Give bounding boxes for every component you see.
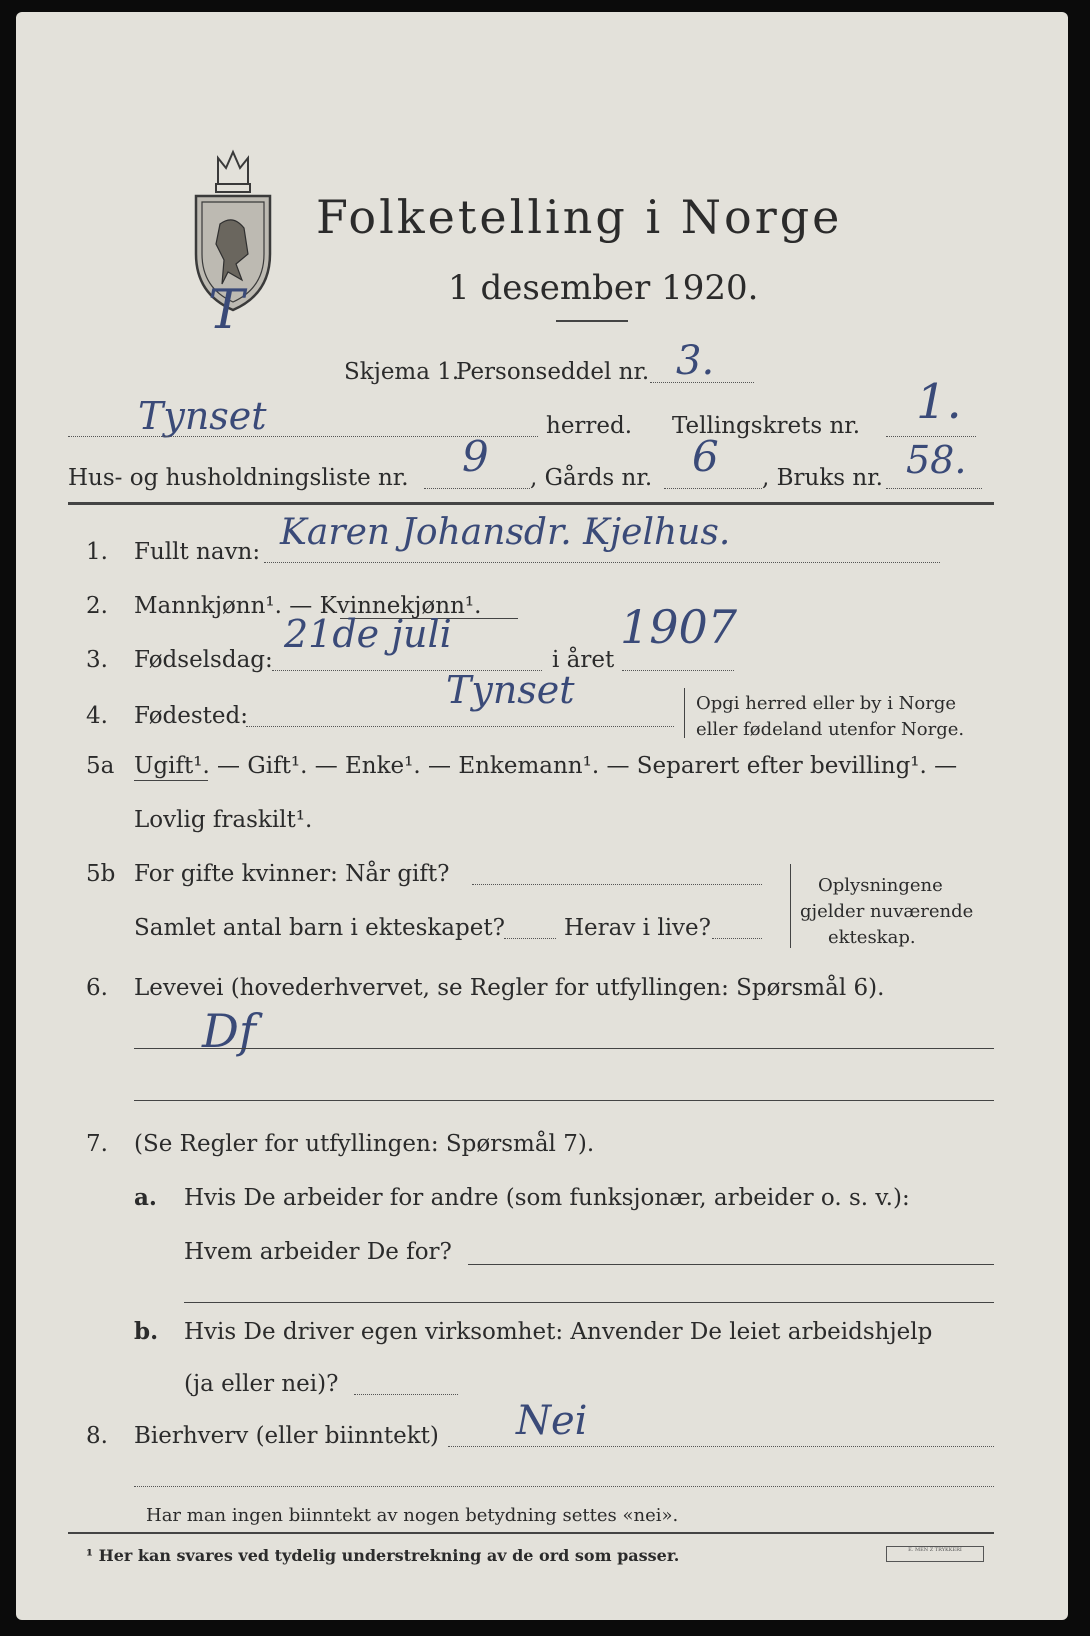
title-separator bbox=[556, 320, 628, 322]
hus-value[interactable]: 9 bbox=[462, 432, 489, 481]
gards-field-line bbox=[664, 488, 762, 489]
personseddel-value[interactable]: 3. bbox=[676, 338, 715, 384]
q4-number: 4. bbox=[86, 703, 108, 729]
q8-label: Bierhverv (eller biinntekt) bbox=[134, 1423, 439, 1449]
form-title: Folketelling i Norge bbox=[316, 190, 843, 244]
q5a-label-2: Lovlig fraskilt¹. bbox=[134, 807, 313, 833]
q8-field-line-2 bbox=[134, 1486, 994, 1487]
q5b-married-field-line bbox=[472, 884, 762, 885]
bruks-label: , Bruks nr. bbox=[762, 465, 883, 491]
q5b-alive-field-line bbox=[712, 938, 762, 939]
personseddel-label: Personseddel nr. bbox=[456, 359, 650, 385]
q3-year-label: i året bbox=[552, 647, 615, 673]
q7a-field-line-1 bbox=[468, 1264, 994, 1265]
q6-field-line-2 bbox=[134, 1100, 994, 1101]
q7b-letter: b. bbox=[134, 1318, 159, 1345]
q7a-letter: a. bbox=[134, 1184, 157, 1211]
herred-initial-mark: T bbox=[208, 278, 245, 341]
q1-label: Fullt navn: bbox=[134, 539, 261, 565]
q4-note-line-1: Opgi herred eller by i Norge bbox=[696, 693, 957, 714]
q6-number: 6. bbox=[86, 975, 108, 1001]
q7b-label: Hvis De driver egen virksomhet: Anvender De leiet arbeidshjelp bbox=[184, 1319, 933, 1345]
q3-year-field-line bbox=[622, 670, 734, 671]
q5b-children-field-line bbox=[504, 938, 556, 939]
q3-number: 3. bbox=[86, 647, 108, 673]
q8-field-line-1 bbox=[448, 1446, 994, 1447]
footnote: ¹ Her kan svares ved tydelig understrekning av de ord som passer. bbox=[86, 1546, 680, 1565]
q5b-note-line-1: Oplysningene bbox=[818, 875, 943, 896]
hus-label: Hus- og husholdningsliste nr. bbox=[68, 465, 409, 491]
q4-field-line bbox=[246, 726, 674, 727]
gards-value[interactable]: 6 bbox=[692, 432, 719, 481]
q7-label: (Se Regler for utfyllingen: Spørsmål 7). bbox=[134, 1131, 595, 1157]
q2-label: Mannkjønn¹. — Kvinnekjønn¹. bbox=[134, 593, 482, 619]
q4-note-line-2: eller fødeland utenfor Norge. bbox=[696, 719, 965, 740]
q5b-note-bracket bbox=[790, 864, 791, 948]
q4-note-bracket bbox=[684, 688, 685, 738]
gards-label: , Gårds nr. bbox=[530, 465, 653, 491]
q2-number: 2. bbox=[86, 593, 108, 619]
hus-field-line bbox=[424, 488, 530, 489]
printer-stamp: E. MEN Z TRYKKERI bbox=[886, 1546, 984, 1562]
q7b-label-2: (ja eller nei)? bbox=[184, 1371, 339, 1397]
census-form-page bbox=[16, 12, 1068, 1620]
q6-field-line-1 bbox=[134, 1048, 994, 1049]
herred-value[interactable]: Tynset bbox=[138, 394, 267, 438]
q5a-label: Ugift¹. — Gift¹. — Enke¹. — Enkemann¹. — Separert efter bevilling¹. — bbox=[134, 753, 958, 779]
q5b-label-3: Herav i live? bbox=[564, 915, 711, 941]
skjema-label: Skjema 1. bbox=[344, 359, 460, 385]
biinntekt-note: Har man ingen biinntekt av nogen betydning settes «nei». bbox=[146, 1505, 679, 1526]
q5b-label-2: Samlet antal barn i ekteskapet? bbox=[134, 915, 505, 941]
tellingskrets-field-line bbox=[886, 436, 976, 437]
q7-number: 7. bbox=[86, 1131, 108, 1157]
header-divider bbox=[68, 502, 994, 505]
bruks-value[interactable]: 58. bbox=[906, 438, 967, 482]
q1-number: 1. bbox=[86, 539, 108, 565]
ugift-underline bbox=[134, 780, 208, 781]
occupation-value[interactable]: Df bbox=[202, 1004, 256, 1058]
full-name-value[interactable]: Karen Johansdr. Kjelhus. bbox=[280, 512, 731, 553]
herred-label: herred. bbox=[546, 413, 633, 439]
tellingskrets-label: Tellingskrets nr. bbox=[672, 413, 861, 439]
q7a-field-line-2 bbox=[184, 1302, 994, 1303]
q5b-note-line-3: ekteskap. bbox=[828, 927, 916, 948]
q1-field-line bbox=[264, 562, 940, 563]
q5b-label: For gifte kvinner: Når gift? bbox=[134, 861, 450, 887]
q3-label: Fødselsdag: bbox=[134, 647, 273, 673]
q6-label: Levevei (hovederhvervet, se Regler for utfyllingen: Spørsmål 6). bbox=[134, 975, 885, 1001]
q5a-number: 5a bbox=[86, 753, 115, 779]
q7a-label: Hvis De arbeider for andre (som funksjonær, arbeider o. s. v.): bbox=[184, 1185, 910, 1211]
birth-year-value[interactable]: 1907 bbox=[620, 600, 738, 654]
q5b-note-line-2: gjelder nuværende bbox=[800, 901, 974, 922]
census-date: 1 desember 1920. bbox=[448, 268, 759, 308]
q5b-number: 5b bbox=[86, 861, 116, 887]
birthday-value[interactable]: 21de juli bbox=[284, 612, 452, 656]
q4-label: Fødested: bbox=[134, 703, 249, 729]
q8-number: 8. bbox=[86, 1423, 108, 1449]
bruks-field-line bbox=[886, 488, 982, 489]
q7b-field-line bbox=[354, 1394, 458, 1395]
side-income-value[interactable]: Nei bbox=[516, 1398, 588, 1444]
tellingskrets-value[interactable]: 1. bbox=[916, 374, 962, 430]
q7a-label-2: Hvem arbeider De for? bbox=[184, 1239, 452, 1265]
footer-divider bbox=[68, 1532, 994, 1534]
birthplace-value[interactable]: Tynset bbox=[446, 668, 575, 712]
